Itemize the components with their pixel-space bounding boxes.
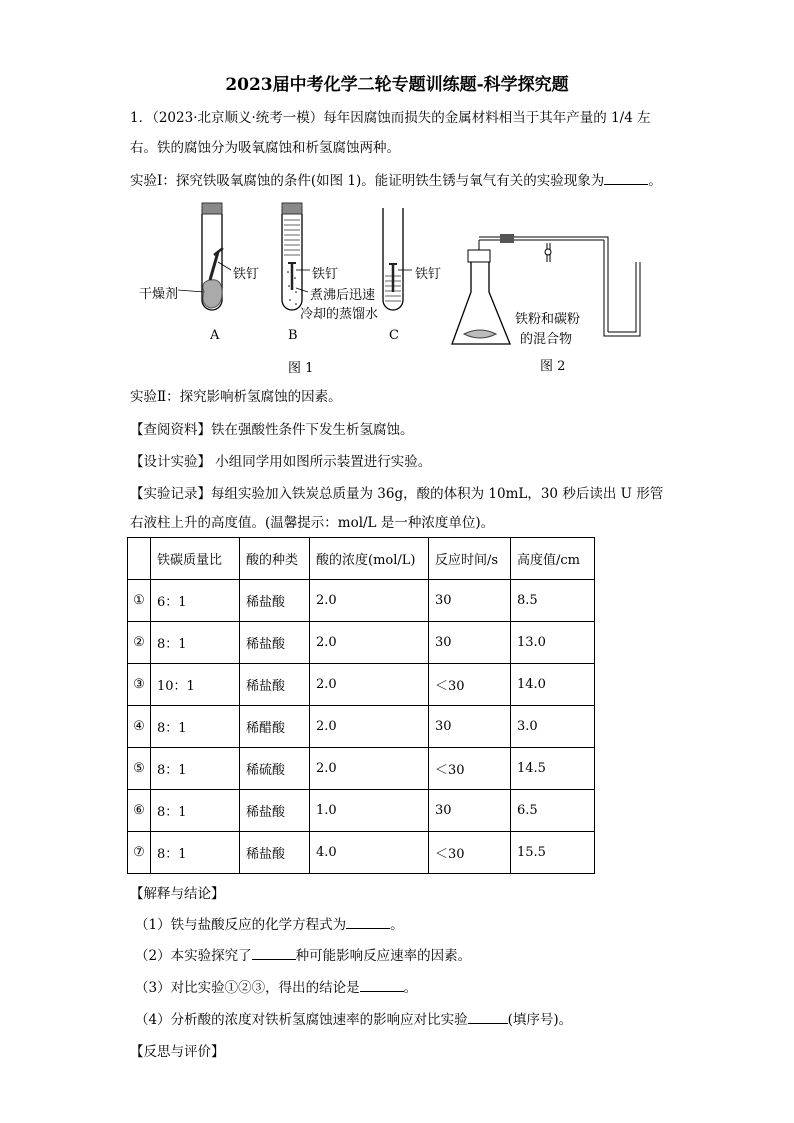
record-line-2: 右液柱上升的高度值。(温馨提示：mol/L 是一种浓度单位)。 [130,515,495,531]
table-cell: 2.0 [310,580,429,622]
table-cell: ＜30 [429,664,511,706]
table-cell: 1.0 [310,790,429,832]
table-cell: ② [128,622,151,664]
question-2 [135,946,471,966]
table-cell: 30 [429,706,511,748]
table-cell: 2.0 [310,706,429,748]
table-cell: ⑦ [128,832,151,874]
question-2-text: （2）本实验探究了 [135,948,252,964]
table-cell: ⑤ [128,748,151,790]
table-cell: 稀醋酸 [240,706,310,748]
table-cell: 14.5 [511,748,595,790]
label-water-line-2: 冷却的蒸馏水 [300,307,379,322]
table-cell: 8：1 [151,790,240,832]
table-header: 酸的种类 [240,538,310,580]
table-cell: 2.0 [310,622,429,664]
table-cell: 10：1 [151,664,240,706]
table-row [128,832,595,874]
answer-blank[interactable] [468,1011,508,1024]
table-cell: 6.5 [511,790,595,832]
table-cell: 4.0 [310,832,429,874]
table-cell: 8.5 [511,580,595,622]
label-desiccant: 干燥剂 [139,287,179,302]
experiment-1-end: 。 [648,173,662,189]
lookup-info: 【查阅资料】铁在强酸性条件下发生析氢腐蚀。 [130,422,414,438]
experiment-2-title: 实验Ⅱ：探究影响析氢腐蚀的因素。 [130,389,342,405]
answer-blank[interactable] [346,916,390,929]
results-table [127,537,595,874]
question-3-end: 。 [403,980,418,996]
table-cell: 2.0 [310,748,429,790]
conclusion-heading: 【解释与结论】 [130,886,225,902]
table-cell: 2.0 [310,664,429,706]
table-cell: 14.0 [511,664,595,706]
table-header [128,538,151,580]
record-line-1: 【实验记录】每组实验加入铁炭总质量为 36g，酸的体积为 10mL，30 秒后读出 U 形管 [130,486,664,502]
table-cell: 稀盐酸 [240,832,310,874]
question-1 [135,915,404,935]
table-cell: 6：1 [151,580,240,622]
label-nail-a: 铁钉 [233,267,260,282]
question-3 [135,978,417,998]
table-cell: ① [128,580,151,622]
table-row [128,706,595,748]
question-3-text: （3）对比实验①②③，得出的结论是 [135,980,360,996]
table-cell: ＜30 [429,748,511,790]
experiment-1-text: 实验Ⅰ：探究铁吸氧腐蚀的条件(如图 1)。能证明铁生锈与氧气有关的实验现象为 [130,173,605,189]
table-header: 铁碳质量比 [151,538,240,580]
tube-label-b: B [288,328,298,343]
table-row [128,622,595,664]
table-cell: 稀盐酸 [240,790,310,832]
table-cell: 8：1 [151,832,240,874]
test-tube-c [383,208,412,310]
intro-line-1: 1．（2023·北京顺义·统考一模）每年因腐蚀而损失的金属材料相当于其年产量的 1/4 左 [130,110,651,126]
table-cell: 30 [429,580,511,622]
tube-label-c: C [389,328,399,343]
table-cell: 30 [429,790,511,832]
answer-blank[interactable] [604,172,648,185]
label-iron-carbon-mix-2: 的混合物 [520,332,573,347]
reflection-heading: 【反思与评价】 [130,1044,225,1060]
table-cell: 8：1 [151,748,240,790]
table-row [128,790,595,832]
label-iron-carbon-mix-1: 铁粉和碳粉 [515,312,581,327]
table-cell: ⑥ [128,790,151,832]
page-title: 2023届中考化学二轮专题训练题-科学探究题 [225,75,569,95]
label-nail-b: 铁钉 [312,267,339,282]
figure-1-caption: 图 1 [288,361,314,376]
table-cell: 8：1 [151,622,240,664]
table-cell: ④ [128,706,151,748]
table-cell: 13.0 [511,622,595,664]
table-row [128,664,595,706]
question-2-end: 种可能影响反应速率的因素。 [295,948,472,964]
table-header-row [128,538,595,580]
question-1-text: （1）铁与盐酸反应的化学方程式为 [135,917,347,933]
label-water-line-1: 煮沸后迅速 [310,288,376,303]
table-cell: 3.0 [511,706,595,748]
table-row [128,580,595,622]
label-nail-c: 铁钉 [415,267,442,282]
question-4-text: （4）分析酸的浓度对铁析氢腐蚀速率的影响应对比实验 [135,1012,468,1028]
table-row [128,748,595,790]
test-tube-b [282,203,310,310]
table-header: 反应时间/s [429,538,511,580]
table-cell: 稀盐酸 [240,580,310,622]
table-header: 酸的浓度(mol/L) [310,538,429,580]
question-1-end: 。 [390,917,404,933]
figure-2-caption: 图 2 [540,359,566,374]
intro-line-2: 右。铁的腐蚀分为吸氧腐蚀和析氢腐蚀两种。 [130,140,400,156]
answer-blank[interactable] [252,947,296,960]
table-cell: 8：1 [151,706,240,748]
table-cell: 稀盐酸 [240,664,310,706]
table-cell: 稀盐酸 [240,622,310,664]
answer-blank[interactable] [360,979,404,992]
table-cell: ＜30 [429,832,511,874]
test-tube-a [178,203,231,310]
question-4-end: (填序号)。 [507,1012,573,1028]
table-cell: 30 [429,622,511,664]
tube-label-a: A [210,328,220,343]
design-experiment: 【设计实验】 小组同学用如图所示装置进行实验。 [130,454,432,470]
table-cell: 15.5 [511,832,595,874]
table-header: 高度值/cm [511,538,595,580]
experiment-1-prompt [130,171,662,191]
table-cell: 稀硫酸 [240,748,310,790]
table-cell: ③ [128,664,151,706]
question-4 [135,1010,572,1030]
